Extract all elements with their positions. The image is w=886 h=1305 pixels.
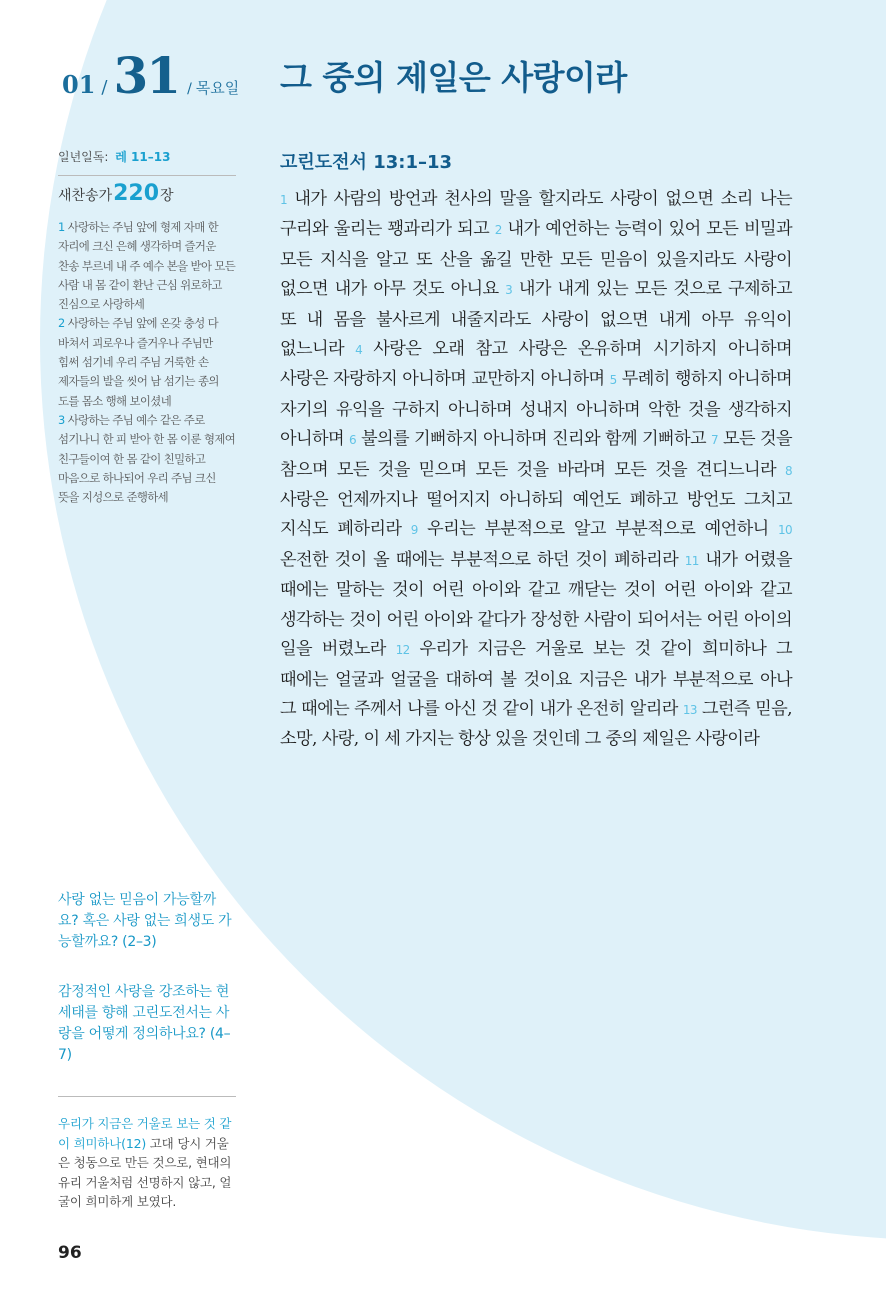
context-note: [58, 1114, 236, 1212]
hymn-verse-text: 사랑하는 주님 예수 같은 주로 섬기나니 한 피 받아 한 몸 이룬 형제여 친구들이여 한 몸 같이 친밀하고 마음으로 하나되어 우리 주님 크신 뜻을 지성으로 준행하세: [58, 412, 236, 505]
scripture-body: [280, 185, 792, 755]
date-day: 31: [113, 46, 180, 105]
verse-number: 2: [494, 223, 502, 238]
verse-number: 12: [395, 643, 410, 658]
verse-number: 4: [355, 343, 363, 358]
verse-number: 11: [684, 553, 699, 568]
page-number: 96: [58, 1243, 82, 1263]
verse-text: 우리는 부분적으로 알고 부분적으로 예언하니: [427, 519, 769, 540]
verse-text: 내가 내게 있는 모든 것으로 구제하고 또 내 몸을 불사르게 내줄지라도 사랑이 없으면 내게 아무 유익이 없느니라: [280, 279, 792, 360]
hymn-verse-number: 3: [58, 412, 65, 427]
reading-label: 일년일독:: [58, 150, 109, 164]
verse-text: 모든 것을 참으며 모든 것을 믿으며 모든 것을 바라며 모든 것을 견디느니라: [280, 429, 792, 480]
date-header: [62, 46, 239, 105]
reflection-question: 사랑 없는 믿음이 가능할까요? 혹은 사랑 없는 희생도 가능할까요? (2–3): [58, 892, 232, 950]
page-title: 그 중의 제일은 사랑이라: [280, 58, 627, 97]
verse-text: 사랑은 오래 참고 사랑은 온유하며 시기하지 아니하며 사랑은 자랑하지 아니하며 교만하지 아니하며: [280, 339, 792, 390]
annual-reading: [58, 148, 236, 165]
reading-ref: 레 11–13: [115, 150, 171, 164]
verse-number: 1: [280, 193, 288, 207]
verse-text: 온전한 것이 올 때에는 부분적으로 하던 것이 폐하리라: [280, 549, 679, 570]
date-month: 01: [62, 70, 96, 99]
verse-text: 불의를 기뻐하지 아니하며 진리와 함께 기뻐하고: [361, 429, 706, 450]
verse-text: 사랑은 언제까지나 떨어지지 아니하되 예언도 폐하고 방언도 그치고 지식도 폐하리라: [280, 490, 792, 540]
date-slash-2: /: [187, 81, 192, 97]
hymn-verse-text: 사랑하는 주님 앞에 형제 자매 한 자리에 크신 은혜 생각하며 즐거운 찬송 부르네 내 주 예수 본을 받아 모든 사람 내 몸 같이 환난 근심 위로하고 진심으로 사랑하세: [58, 220, 236, 312]
note-highlight: 우리가 지금은 거울로 보는 것 같이 희미하나(12): [58, 1116, 232, 1151]
hymn-label-suffix: 장: [160, 188, 174, 204]
hymn-number: 220: [113, 181, 160, 206]
verse-text: 내가 어렸을 때에는 말하는 것이 어린 아이와 같고 깨닫는 것이 어린 아이와 같고 생각하는 것이 어린 아이와 같다가 장성한 사람이 되어서는 어린 아이의 일을 버렸노라: [280, 549, 792, 660]
reflection-question: 감정적인 사랑을 강조하는 현 세태를 향해 고린도전서는 사랑을 어떻게 정의하나요? (4–7): [58, 984, 231, 1063]
hymn-verse-number: 2: [58, 316, 65, 331]
verse-number: 7: [710, 433, 718, 448]
sidebar-divider: [58, 175, 236, 176]
hymn-label: 새찬송가: [58, 188, 113, 204]
hymn-heading: [58, 181, 236, 206]
verse-number: 6: [349, 433, 357, 448]
scripture-reference: 고린도전서 13:1–13: [280, 152, 453, 173]
verse-text: 우리가 지금은 거울로 보는 것 같이 희미하나 그 때에는 얼굴과 얼굴을 대하여 볼 것이요 지금은 내가 부분적으로 아나 그 때에는 주께서 나를 아신 것 같이 내가 온전히 알리라: [280, 639, 792, 719]
date-weekday: 목요일: [195, 79, 240, 97]
sidebar-divider: [58, 1096, 236, 1097]
date-slash: /: [101, 77, 108, 98]
verse-number: 8: [784, 463, 792, 478]
hymn-verse-text: 사랑하는 주님 앞에 온갖 충성 다 바쳐서 괴로우나 즐거우나 주님만 힘써 섬기네 우리 주님 거룩한 손 제자들의 발을 씻어 남 섬기는 종의 도를 몸소 행해 보이셨네: [58, 316, 219, 408]
verse-text: 내가 사람의 방언과 천사의 말을 할지라도 사랑이 없으면 소리 나는 구리와 울리는 꽹과리가 되고: [280, 189, 792, 240]
verse-number: 5: [609, 373, 617, 388]
verse-number: 10: [777, 523, 793, 538]
verse-number: 3: [505, 283, 513, 298]
verse-number: 13: [682, 702, 697, 717]
verse-number: 9: [410, 523, 418, 538]
verse-text: 그런즉 믿음, 소망, 사랑, 이 세 가지는 항상 있을 것인데 그 중의 제일은 사랑이라: [280, 698, 793, 750]
hymn-verse-number: 1: [58, 220, 65, 234]
verse-text: 내가 예언하는 능력이 있어 모든 비밀과 모든 지식을 알고 또 산을 옮길 만한 모든 믿음이 있을지라도 사랑이 없으면 내가 아무 것도 아니요: [280, 219, 792, 300]
hymn-lyrics: [58, 218, 236, 507]
verse-text: 무례히 행하지 아니하며 자기의 유익을 구하지 아니하며 성내지 아니하며 악한 것을 생각하지 아니하며: [280, 369, 792, 450]
note-text: 고대 당시 거울은 청동으로 만든 것으로, 현대의 유리 거울처럼 선명하지 않고, 얼굴이 희미하게 보였다.: [58, 1135, 232, 1209]
